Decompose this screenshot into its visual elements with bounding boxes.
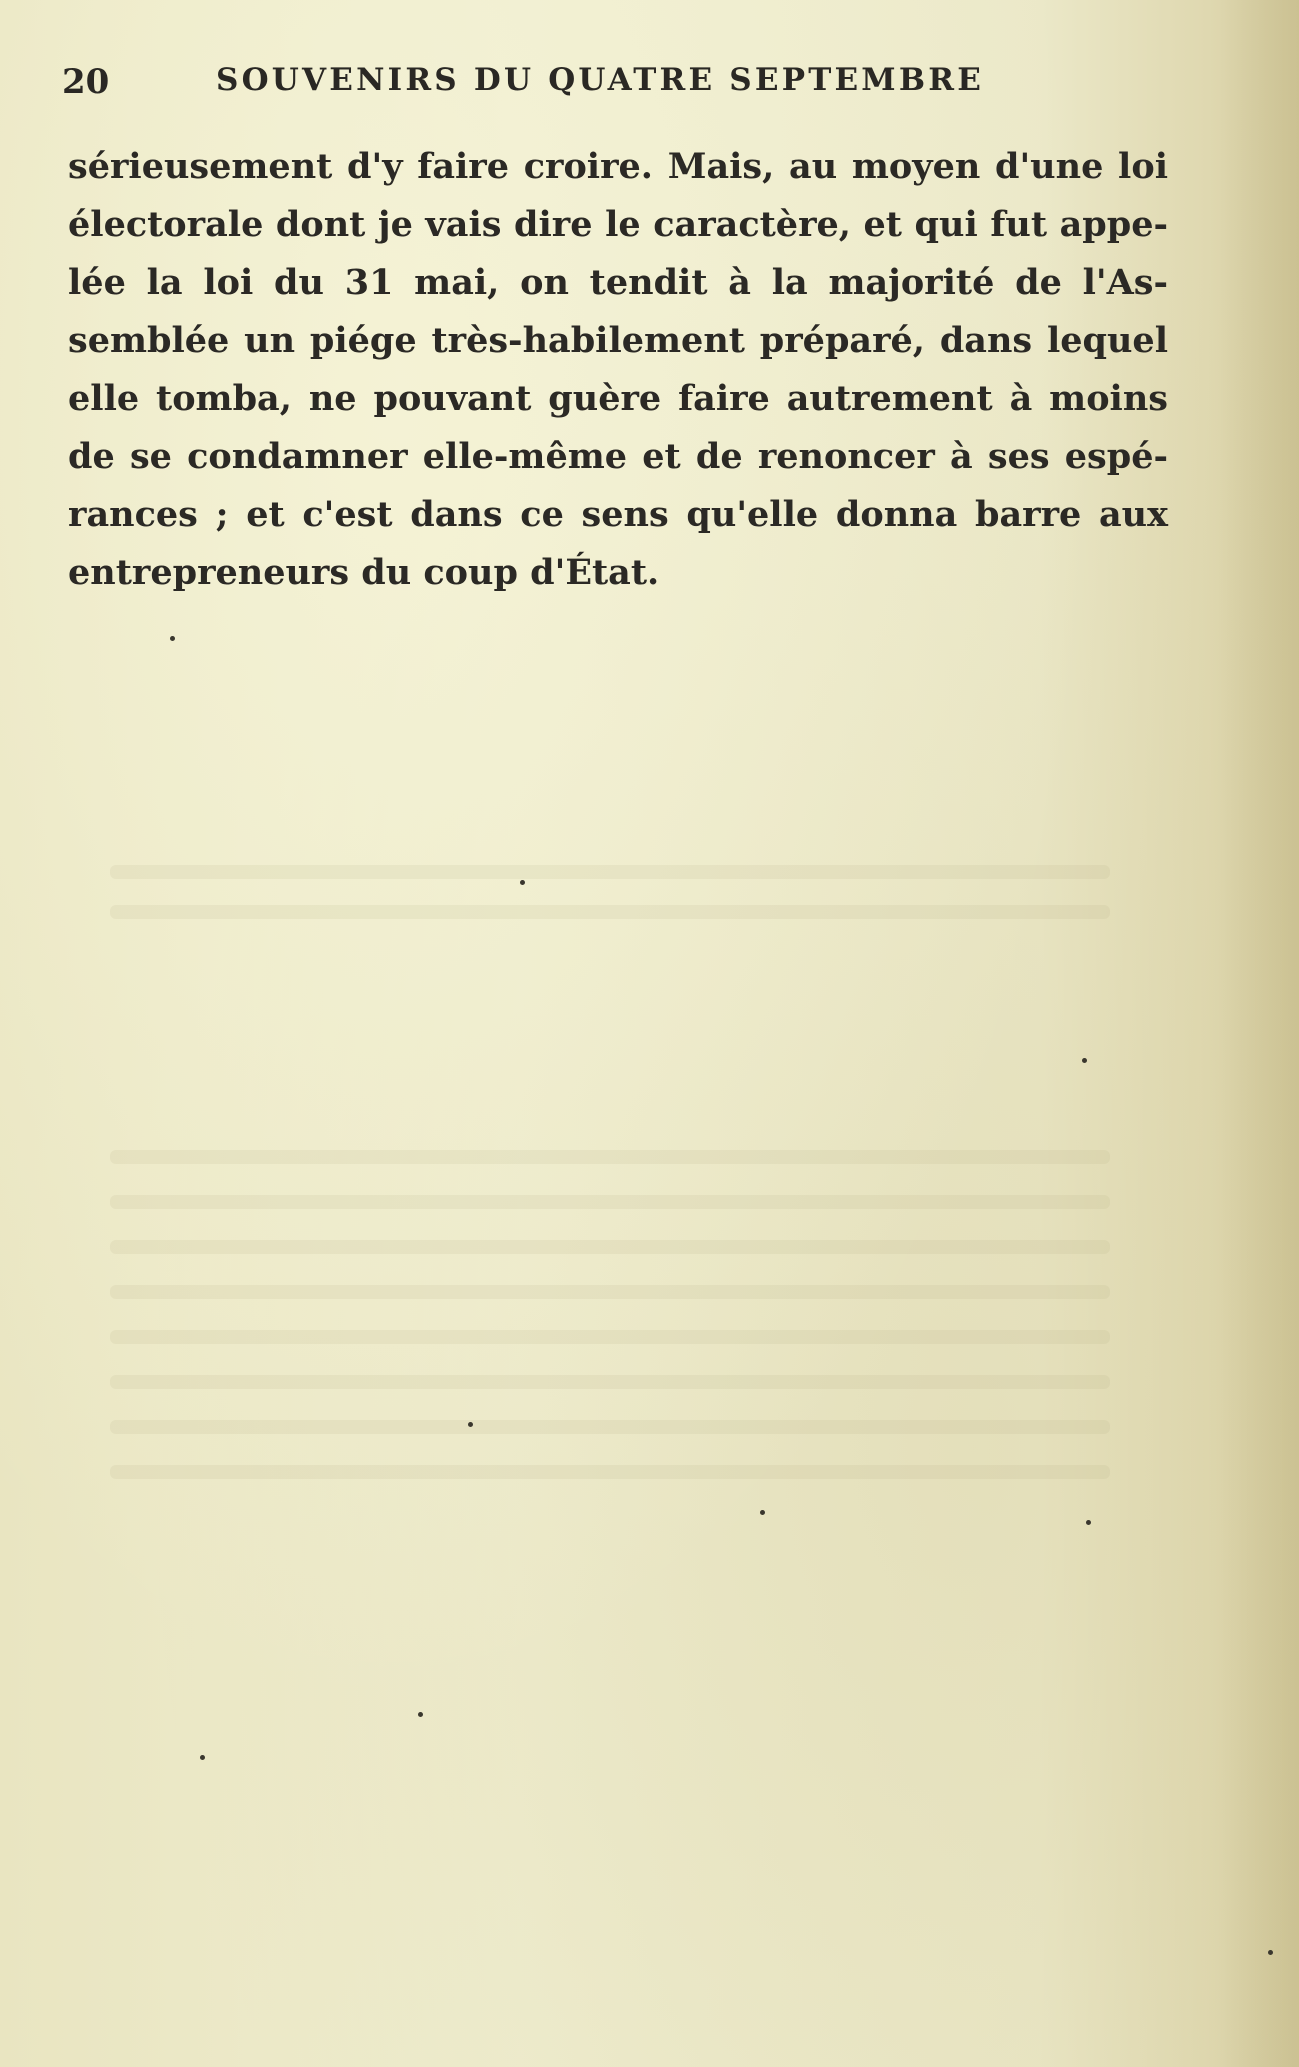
- paper-speck: [418, 1712, 423, 1717]
- paper-speck: [170, 636, 175, 641]
- text-line: de se condamner elle-même et de renoncer à ses espé-: [68, 436, 1168, 477]
- text-line: rances ; et c'est dans ce sens qu'elle donna barre aux: [68, 494, 1168, 535]
- show-through-line: [110, 1195, 1110, 1209]
- paper-speck: [520, 880, 525, 885]
- page-number: 20: [62, 62, 110, 102]
- show-through-line: [110, 1330, 1110, 1344]
- show-through-line: [110, 905, 1110, 919]
- show-through-line: [110, 1465, 1110, 1479]
- show-through-line: [110, 1285, 1110, 1299]
- paper-speck: [760, 1510, 765, 1515]
- show-through-line: [110, 1240, 1110, 1254]
- paper-speck: [200, 1755, 205, 1760]
- text-line: entrepreneurs du coup d'État.: [68, 552, 660, 593]
- paper-speck: [1086, 1520, 1091, 1525]
- paper-speck: [468, 1422, 473, 1427]
- show-through-line: [110, 1420, 1110, 1434]
- text-line: électorale dont je vais dire le caractère, et qui fut appe-: [68, 204, 1168, 245]
- running-title: SOUVENIRS DU QUATRE SEPTEMBRE: [216, 62, 985, 98]
- body-paragraph: [68, 138, 1168, 602]
- show-through-line: [110, 1150, 1110, 1164]
- paper-speck: [1082, 1058, 1087, 1063]
- text-line: semblée un piége très-habilement préparé, dans lequel: [68, 320, 1168, 361]
- running-head: [62, 58, 1022, 108]
- page-edge-shadow: [1219, 0, 1299, 2067]
- text-line: elle tomba, ne pouvant guère faire autrement à moins: [68, 378, 1168, 419]
- show-through-line: [110, 865, 1110, 879]
- text-line: lée la loi du 31 mai, on tendit à la majorité de l'As-: [68, 262, 1168, 303]
- text-line: sérieusement d'y faire croire. Mais, au moyen d'une loi: [68, 146, 1168, 187]
- paper-speck: [1268, 1950, 1273, 1955]
- show-through-line: [110, 1375, 1110, 1389]
